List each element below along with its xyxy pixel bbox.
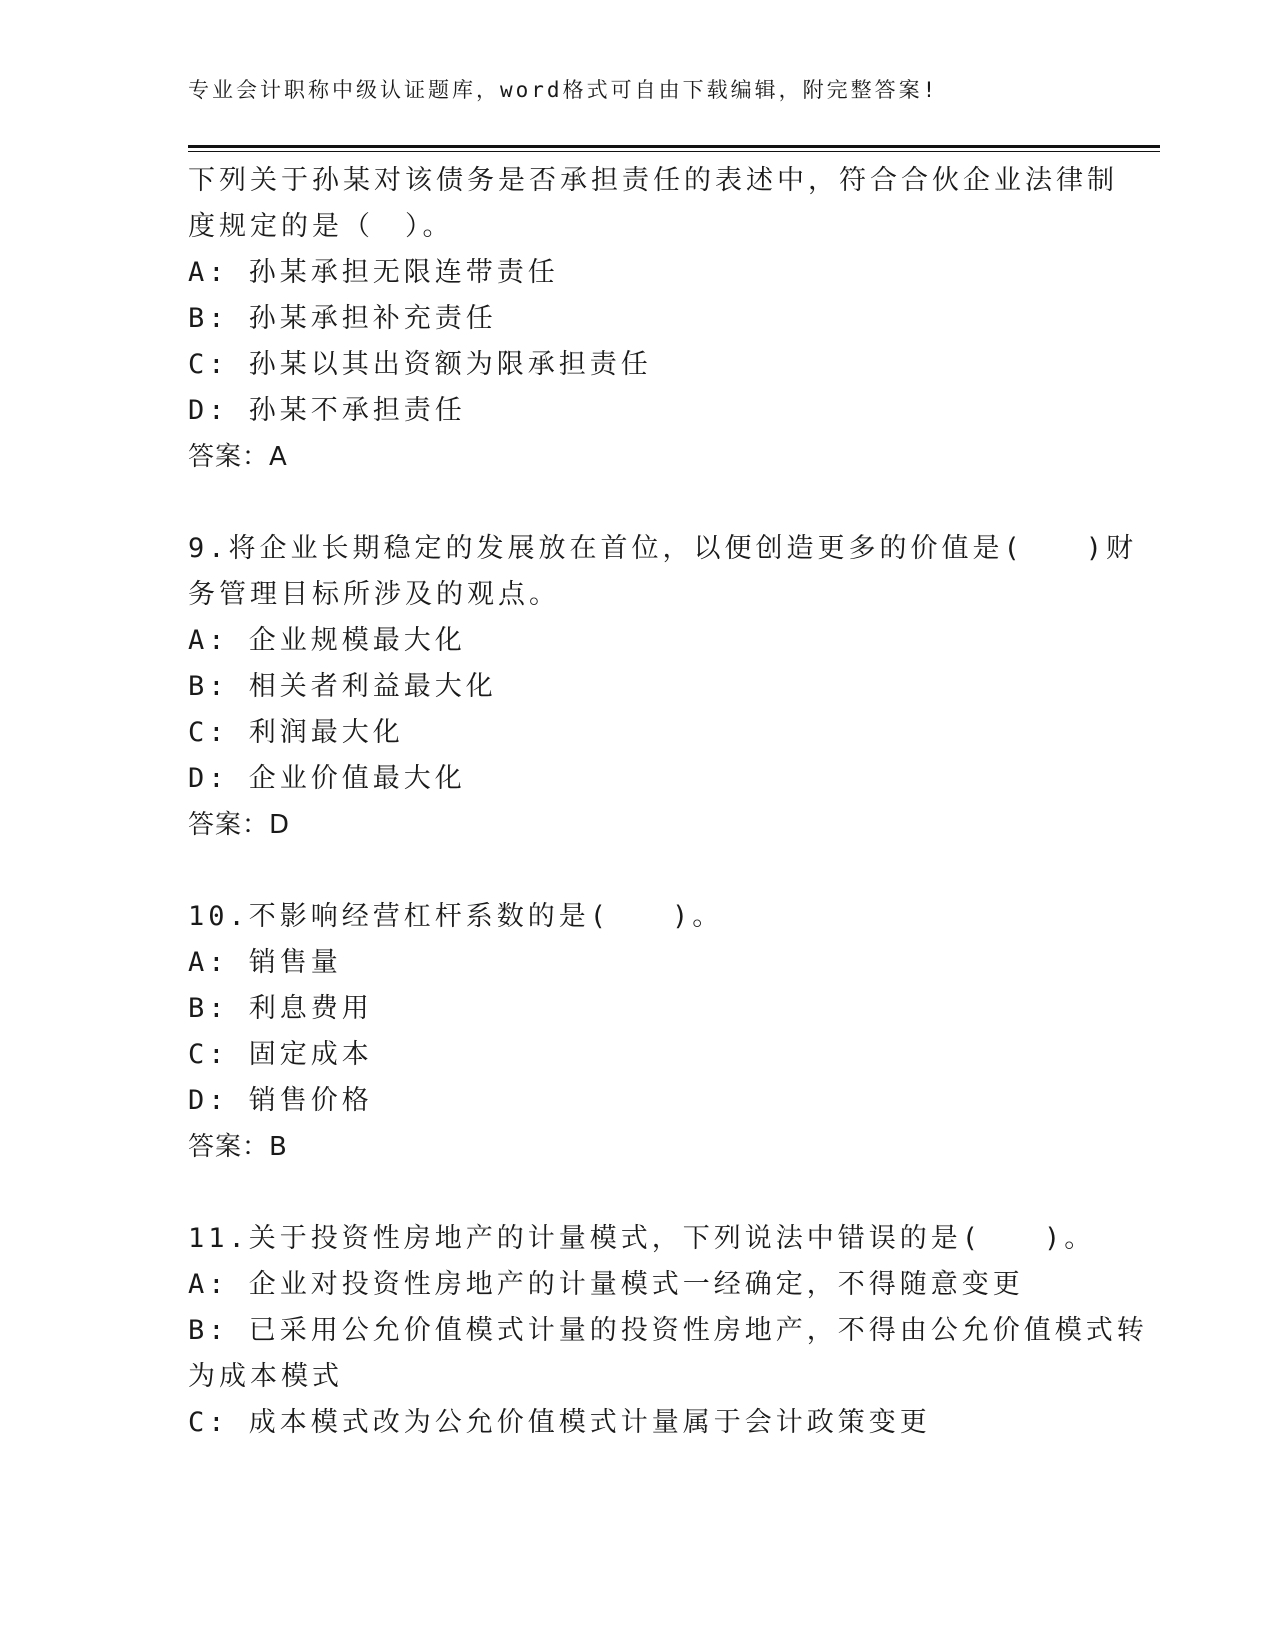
- answer: 答案：B: [188, 1132, 288, 1162]
- option-c: C: 孙某以其出资额为限承担责任: [188, 349, 652, 380]
- option-c: C: 利润最大化: [188, 717, 404, 748]
- header-rule-thin: [188, 151, 1160, 152]
- option-d: D: 孙某不承担责任: [188, 395, 466, 426]
- option-a: A: 孙某承担无限连带责任: [188, 257, 559, 288]
- answer: 答案：D: [188, 810, 291, 840]
- header-rule-thick: [188, 145, 1160, 148]
- spacer: [188, 848, 1088, 894]
- spacer: [188, 1170, 1088, 1216]
- option-b: B: 相关者利益最大化: [188, 671, 497, 702]
- option-b: B: 孙某承担补充责任: [188, 303, 497, 334]
- question-stem: 务管理目标所涉及的观点。: [188, 579, 560, 610]
- spacer: [188, 480, 1088, 526]
- question-stem: 11.关于投资性房地产的计量模式，下列说法中错误的是( )。: [188, 1223, 1096, 1254]
- option-a: A: 企业对投资性房地产的计量模式一经确定，不得随意变更: [188, 1269, 1024, 1300]
- question-list: [188, 158, 1148, 1446]
- option-b: B: 利息费用: [188, 993, 373, 1024]
- question-stem: 下列关于孙某对该债务是否承担责任的表述中，符合合伙企业法律制: [188, 165, 1118, 196]
- answer: 答案：A: [188, 442, 288, 472]
- option-c: C: 固定成本: [188, 1039, 373, 1070]
- option-a: A: 企业规模最大化: [188, 625, 466, 656]
- option-d: D: 企业价值最大化: [188, 763, 466, 794]
- question-10: [188, 894, 1088, 1170]
- option-c: C: 成本模式改为公允价值模式计量属于会计政策变更: [188, 1407, 931, 1438]
- option-d: D: 销售价格: [188, 1085, 373, 1116]
- option-b: B: 已采用公允价值模式计量的投资性房地产，不得由公允价值模式转: [188, 1315, 1148, 1346]
- page-header: 专业会计职称中级认证题库，word格式可自由下载编辑，附完整答案!: [188, 78, 939, 102]
- question-9: [188, 526, 1138, 848]
- question-11: [188, 1216, 1148, 1446]
- question-stem: 9.将企业长期稳定的发展放在首位，以便创造更多的价值是( )财: [188, 533, 1138, 564]
- question-stem: 10.不影响经营杠杆系数的是( )。: [188, 901, 724, 932]
- question-stem: 度规定的是（ ）。: [188, 211, 454, 242]
- option-b-continued: 为成本模式: [188, 1361, 343, 1392]
- option-a: A: 销售量: [188, 947, 342, 978]
- question-8: [188, 158, 1118, 480]
